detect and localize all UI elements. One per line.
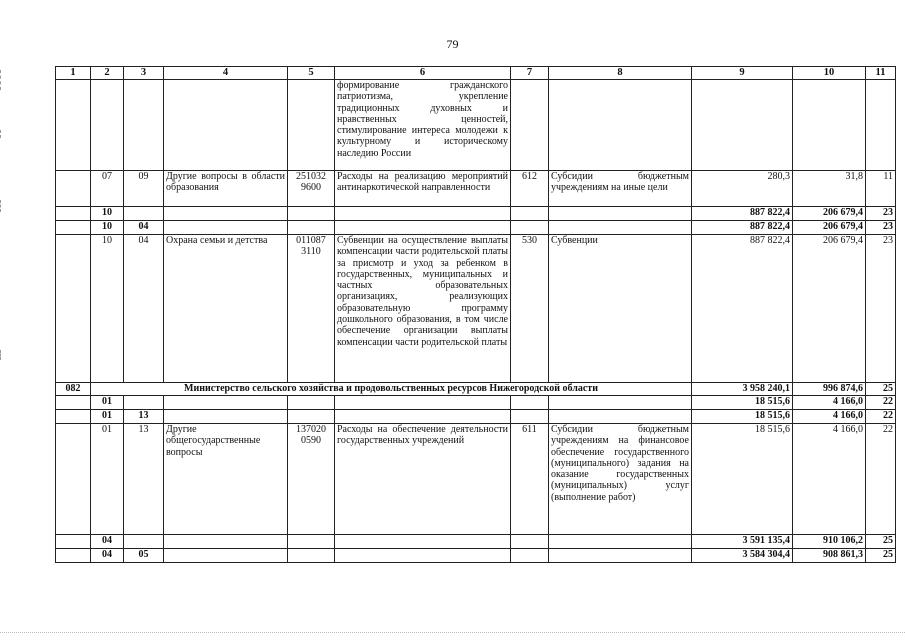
header-cell: 8 <box>549 67 692 80</box>
cell-c2: 04 <box>91 549 124 563</box>
cell-c10: 206 679,4 <box>793 221 866 235</box>
header-cell: 6 <box>335 67 511 80</box>
scan-bottom-edge <box>0 632 905 634</box>
cell-c9: 3 591 135,4 <box>692 535 793 549</box>
cell-c6 <box>335 221 511 235</box>
cell-c5 <box>288 535 335 549</box>
cell-c8 <box>549 535 692 549</box>
cell-c2: 01 <box>91 410 124 424</box>
page-number: 79 <box>446 37 459 51</box>
cell-c4 <box>164 549 288 563</box>
cell-c8 <box>549 207 692 221</box>
cell-c2 <box>91 80 124 171</box>
cell-c11: 11 <box>866 171 896 207</box>
cell-c4 <box>164 207 288 221</box>
cell-c6 <box>335 410 511 424</box>
cell-c11: 23 <box>866 221 896 235</box>
header-cell: 5 <box>288 67 335 80</box>
header-cell: 9 <box>692 67 793 80</box>
cell-c7: 611 <box>511 424 549 535</box>
cell-c1 <box>56 549 91 563</box>
cell-c1 <box>56 424 91 535</box>
cell-c10: 4 166,0 <box>793 396 866 410</box>
cell-c1 <box>56 207 91 221</box>
cell-c5: 137020 0590 <box>288 424 335 535</box>
table-row <box>56 221 896 235</box>
cell-c11: 25 <box>866 383 896 396</box>
table-row <box>56 535 896 549</box>
cell-c3: 04 <box>124 235 164 383</box>
cell-c2: 10 <box>91 207 124 221</box>
scan-edge-mark <box>0 350 4 360</box>
cell-c8 <box>549 221 692 235</box>
cell-c11: 23 <box>866 235 896 383</box>
cell-c7: 612 <box>511 171 549 207</box>
cell-c6: Расходы на реализацию мероприятий антинаркотической направленности <box>335 171 511 207</box>
cell-c4 <box>164 80 288 171</box>
cell-c4: Охрана семьи и детства <box>164 235 288 383</box>
cell-c6 <box>335 535 511 549</box>
cell-c3: 09 <box>124 171 164 207</box>
cell-c4 <box>164 410 288 424</box>
cell-c7: 530 <box>511 235 549 383</box>
cell-c4 <box>164 221 288 235</box>
cell-c4: Другие общегосударственные вопросы <box>164 424 288 535</box>
budget-table <box>55 66 896 563</box>
table-row <box>56 207 896 221</box>
cell-c10: 910 106,2 <box>793 535 866 549</box>
cell-c9: 18 515,6 <box>692 410 793 424</box>
cell-c6: Субвенции на осуществление выплаты компенсации части родительской платы за присмотр и уход за ребенком в государственных, муниципальных и частных образовательных организациях, реализующих образовательную программу дошкольного образования, в том числе обеспечение организации выплаты компенсации части родительской платы <box>335 235 511 383</box>
cell-c9: 18 515,6 <box>692 396 793 410</box>
cell-c9 <box>692 80 793 171</box>
cell-c11: 22 <box>866 410 896 424</box>
cell-c1 <box>56 535 91 549</box>
cell-c5: 011087 3110 <box>288 235 335 383</box>
cell-c1 <box>56 396 91 410</box>
table-row <box>56 171 896 207</box>
header-cell: 3 <box>124 67 164 80</box>
cell-c2: 01 <box>91 396 124 410</box>
table-row <box>56 396 896 410</box>
cell-c9: 18 515,6 <box>692 424 793 535</box>
cell-c9: 887 822,4 <box>692 235 793 383</box>
cell-c9: 887 822,4 <box>692 207 793 221</box>
table-row <box>56 549 896 563</box>
cell-c6 <box>335 549 511 563</box>
header-cell: 10 <box>793 67 866 80</box>
table-row <box>56 424 896 535</box>
cell-c3: 04 <box>124 221 164 235</box>
scan-edge-mark <box>0 70 4 90</box>
cell-c7 <box>511 207 549 221</box>
cell-c4 <box>164 396 288 410</box>
cell-c6 <box>335 207 511 221</box>
cell-c3 <box>124 535 164 549</box>
cell-c7 <box>511 396 549 410</box>
cell-c5 <box>288 221 335 235</box>
ministry-title: Министерство сельского хозяйства и продовольственных ресурсов Нижегородской области <box>91 383 692 396</box>
cell-c2: 07 <box>91 171 124 207</box>
cell-c8: Субвенции <box>549 235 692 383</box>
cell-c2: 01 <box>91 424 124 535</box>
cell-c3 <box>124 207 164 221</box>
cell-c7 <box>511 535 549 549</box>
cell-c10: 4 166,0 <box>793 424 866 535</box>
cell-c2: 10 <box>91 235 124 383</box>
cell-c11: 22 <box>866 424 896 535</box>
table-row <box>56 80 896 171</box>
cell-c8: Субсидии бюджетным учреждениям на иные цели <box>549 171 692 207</box>
cell-c10: 206 679,4 <box>793 207 866 221</box>
cell-c10: 908 861,3 <box>793 549 866 563</box>
cell-c1 <box>56 80 91 171</box>
cell-c4 <box>164 535 288 549</box>
cell-c2: 10 <box>91 221 124 235</box>
cell-c10 <box>793 80 866 171</box>
cell-c11: 22 <box>866 396 896 410</box>
cell-c8 <box>549 80 692 171</box>
cell-c10: 4 166,0 <box>793 410 866 424</box>
header-cell: 2 <box>91 67 124 80</box>
cell-c5 <box>288 207 335 221</box>
cell-c5 <box>288 80 335 171</box>
table-row <box>56 410 896 424</box>
cell-c11 <box>866 80 896 171</box>
table-row <box>56 235 896 383</box>
cell-c11: 23 <box>866 207 896 221</box>
cell-c11: 25 <box>866 535 896 549</box>
header-cell: 1 <box>56 67 91 80</box>
cell-c2: 04 <box>91 535 124 549</box>
cell-c5 <box>288 549 335 563</box>
cell-c8 <box>549 410 692 424</box>
cell-c6 <box>335 396 511 410</box>
table-row <box>56 383 896 396</box>
cell-c3 <box>124 396 164 410</box>
cell-c1 <box>56 171 91 207</box>
cell-c5 <box>288 396 335 410</box>
cell-c6: формирование гражданского патриотизма, укрепление традиционных духовных и нравственных ценностей, стимулирование интереса молодежи к культурному и историческому наследию России <box>335 80 511 171</box>
header-cell: 11 <box>866 67 896 80</box>
cell-c3 <box>124 80 164 171</box>
cell-c7 <box>511 80 549 171</box>
cell-c3: 13 <box>124 410 164 424</box>
cell-c8: Субсидии бюджетным учреждениям на финансовое обеспечение государственного (муниципального) задания на оказание государственных (муниципальных) услуг (выполнение работ) <box>549 424 692 535</box>
cell-c3: 13 <box>124 424 164 535</box>
cell-c7 <box>511 410 549 424</box>
cell-c5 <box>288 410 335 424</box>
cell-c1 <box>56 410 91 424</box>
cell-c11: 25 <box>866 549 896 563</box>
cell-c1 <box>56 221 91 235</box>
cell-c1 <box>56 235 91 383</box>
cell-c10: 31,8 <box>793 171 866 207</box>
cell-c7 <box>511 221 549 235</box>
cell-c4: Другие вопросы в области образования <box>164 171 288 207</box>
scan-edge-mark <box>0 130 4 138</box>
cell-c7 <box>511 549 549 563</box>
cell-c8 <box>549 396 692 410</box>
cell-c10: 206 679,4 <box>793 235 866 383</box>
cell-c9: 3 958 240,1 <box>692 383 793 396</box>
header-cell: 4 <box>164 67 288 80</box>
scan-edge-mark <box>0 200 4 212</box>
cell-c9: 3 584 304,4 <box>692 549 793 563</box>
cell-c9: 280,3 <box>692 171 793 207</box>
cell-c9: 887 822,4 <box>692 221 793 235</box>
cell-c3: 05 <box>124 549 164 563</box>
cell-c6: Расходы на обеспечение деятельности государственных учреждений <box>335 424 511 535</box>
cell-c1: 082 <box>56 383 91 396</box>
cell-c10: 996 874,6 <box>793 383 866 396</box>
header-row <box>56 67 896 80</box>
cell-c8 <box>549 549 692 563</box>
cell-c5: 251032 9600 <box>288 171 335 207</box>
header-cell: 7 <box>511 67 549 80</box>
